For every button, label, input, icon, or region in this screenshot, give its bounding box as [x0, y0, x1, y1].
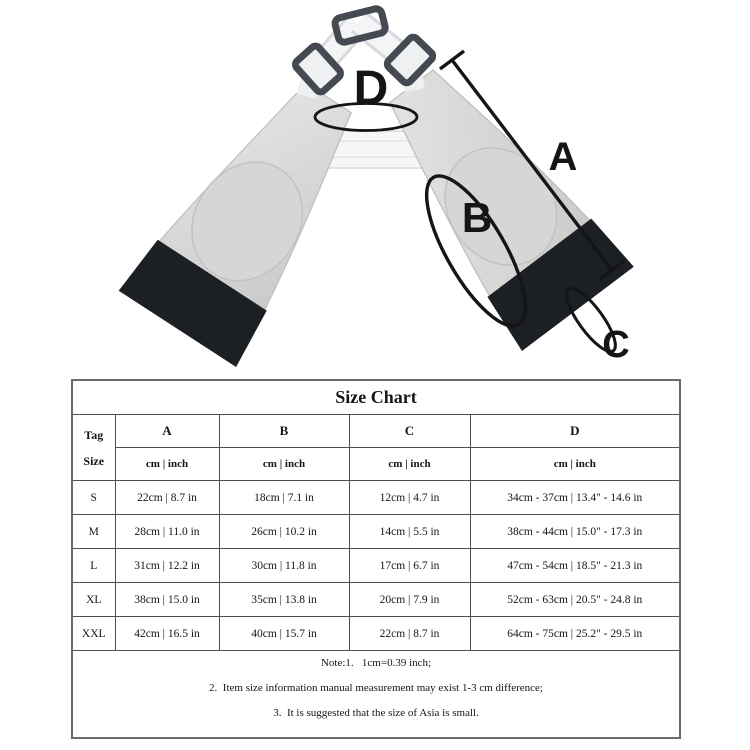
- value-b: 18cm | 7.1 in: [219, 481, 349, 515]
- value-d: 38cm - 44cm | 15.0" - 17.3 in: [470, 515, 680, 549]
- tag-label: Tag: [84, 427, 104, 442]
- label-a: A: [548, 135, 578, 179]
- value-d: 47cm - 54cm | 18.5" - 21.3 in: [470, 549, 680, 583]
- value-d: 64cm - 75cm | 25.2" - 29.5 in: [470, 617, 680, 651]
- table-row-l: [72, 549, 680, 583]
- column-header-row: [72, 415, 680, 448]
- value-c: 12cm | 4.7 in: [349, 481, 470, 515]
- table-row-s: [72, 481, 680, 515]
- value-a: 42cm | 16.5 in: [115, 617, 219, 651]
- col-header-d: D: [470, 415, 680, 448]
- label-c: C: [602, 324, 630, 366]
- value-c: 17cm | 6.7 in: [349, 549, 470, 583]
- value-c: 14cm | 5.5 in: [349, 515, 470, 549]
- tag-size-corner-cell: [72, 415, 115, 481]
- value-d: 52cm - 63cm | 20.5" - 24.8 in: [470, 583, 680, 617]
- table-row-xxl: [72, 617, 680, 651]
- unit-header-row: [72, 448, 680, 481]
- size-chart-table: [71, 379, 681, 739]
- value-b: 40cm | 15.7 in: [219, 617, 349, 651]
- table-row-m: [72, 515, 680, 549]
- value-c: 22cm | 8.7 in: [349, 617, 470, 651]
- label-d: D: [353, 62, 389, 115]
- value-d: 34cm - 37cm | 13.4" - 14.6 in: [470, 481, 680, 515]
- size-tag: M: [72, 515, 115, 549]
- size-tag: L: [72, 549, 115, 583]
- unit-header-b: cm | inch: [219, 448, 349, 481]
- unit-header-d: cm | inch: [470, 448, 680, 481]
- size-tag: XXL: [72, 617, 115, 651]
- table-row-xl: [72, 583, 680, 617]
- value-b: 35cm | 13.8 in: [219, 583, 349, 617]
- label-b: B: [461, 194, 493, 241]
- value-b: 30cm | 11.8 in: [219, 549, 349, 583]
- value-b: 26cm | 10.2 in: [219, 515, 349, 549]
- note-line-3: 3. It is suggested that the size of Asia is small.: [273, 706, 479, 719]
- notes-row: [72, 651, 680, 739]
- col-header-a: A: [115, 415, 219, 448]
- right-sleeve: [355, 45, 634, 351]
- col-header-c: C: [349, 415, 470, 448]
- size-chart-title: Size Chart: [72, 380, 680, 415]
- col-header-b: B: [219, 415, 349, 448]
- measure-line-a-tick-top: [440, 51, 464, 69]
- value-a: 22cm | 8.7 in: [115, 481, 219, 515]
- value-a: 38cm | 15.0 in: [115, 583, 219, 617]
- note-line-2: 2. Item size information manual measurement may exist 1-3 cm difference;: [209, 681, 543, 694]
- size-tag: S: [72, 481, 115, 515]
- note-line-1: Note:1. 1cm=0.39 inch;: [320, 656, 432, 669]
- unit-header-c: cm | inch: [349, 448, 470, 481]
- size-label: Size: [83, 453, 105, 468]
- size-tag: XL: [72, 583, 115, 617]
- value-a: 31cm | 12.2 in: [115, 549, 219, 583]
- unit-header-a: cm | inch: [115, 448, 219, 481]
- notes-cell: [72, 651, 680, 739]
- size-chart-title-row: [72, 380, 680, 415]
- value-c: 20cm | 7.9 in: [349, 583, 470, 617]
- value-a: 28cm | 11.0 in: [115, 515, 219, 549]
